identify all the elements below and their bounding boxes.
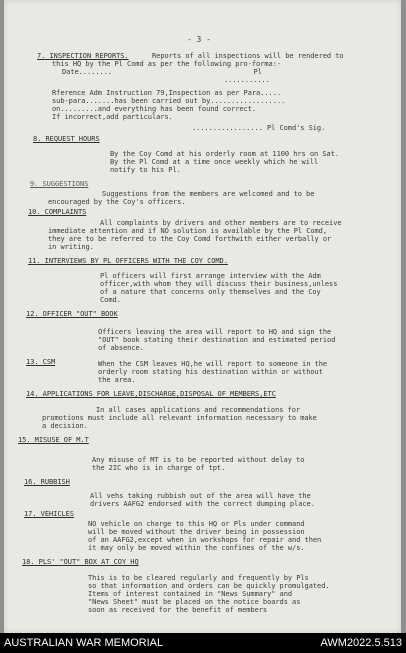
heading-interviews: 11. INTERVIEWS BY PL OFFICERS WITH THE COY COMD.: [28, 257, 228, 265]
reference-label: AWM2022.5.513: [320, 637, 402, 649]
body-line: a decision.: [42, 422, 88, 430]
body-line: drivers AAFG2 endorsed with the correct dumping place.: [90, 500, 315, 508]
body-line: the 2IC who is in charge of tpt.: [92, 464, 226, 472]
body-line: If incorrect,add particulars.: [52, 113, 173, 121]
institution-label: AUSTRALIAN WAR MEMORIAL: [4, 637, 164, 649]
body-line: Any misuse of MT is to be reported without delay to: [92, 456, 305, 464]
body-line: soon as received for the benefit of members: [88, 606, 268, 614]
heading-misuse-mt: 15. MISUSE OF M.T: [18, 436, 89, 444]
body-line: "News Sheet" must be placed on the notice boards as: [88, 598, 301, 606]
body-line: encouraged by the Coy's officers.: [48, 198, 186, 206]
body-line: When the CSM leaves HQ,he will report to someone in the: [98, 360, 328, 368]
body-line: officer,with whom they will discuss their business,unless: [100, 280, 338, 288]
body-line: Items of interest contained in "News Summary" and: [88, 590, 293, 598]
body-line: it may only be moved within the confines of the w/s.: [88, 544, 305, 552]
body-line: This is to be cleared regularly and frequently by Pls: [88, 574, 309, 582]
body-line: will be moved without the driver being in possession: [88, 528, 305, 536]
body-line: this HQ by the Pl Comd as per the following pro-forma:-: [52, 60, 282, 68]
page-number: - 3 -: [187, 35, 211, 44]
heading-pls-out-box: 18. PLS' "OUT" BOX AT COY HQ: [22, 558, 139, 566]
body-line: of absence.: [98, 344, 144, 352]
body-line: Date........ Pl: [62, 68, 262, 76]
document-page: [4, 0, 401, 633]
body-line: promotions must include all relevant information necessary to make: [42, 414, 317, 422]
body-line: Officers leaving the area will report to HQ and sign the: [98, 328, 332, 336]
body-line: sub-para.......has been carried out by..................: [52, 97, 286, 105]
body-line: of an AAFG2,except when in workshops for repair and then: [88, 536, 322, 544]
body-line: All vehs taking rubbish out of the area will have the: [90, 492, 311, 500]
heading-officer-out-book: 12. OFFICER "OUT" BOOK: [26, 310, 118, 318]
body-line: Rference Adm Instruction 79,Inspection as per Para.....: [52, 89, 282, 97]
body-line: In all cases applications and recommendations for: [96, 406, 301, 414]
body-line: By the Coy Comd at his orderly room at 1100 hrs on Sat.: [110, 150, 340, 158]
body-line: All complaints by drivers and other members are to receive: [100, 219, 342, 227]
body-line: on.........and everything has been found correct.: [52, 105, 257, 113]
body-line: they are to be referred to the Coy Comd forthwith either verbally or: [48, 235, 332, 243]
body-line: the area.: [98, 376, 136, 384]
body-line: By the Pl Comd at a time once weekly which he will: [110, 158, 319, 166]
heading-suggestions: 9. SUGGESTIONS: [30, 180, 89, 188]
archive-footer-bar: [0, 633, 406, 653]
body-line: in writing.: [48, 243, 94, 251]
heading-vehicles: 17. VEHICLES: [24, 510, 74, 518]
body-line: "OUT" book stating their destination and estimated period: [98, 336, 336, 344]
body-line: so that information and orders can be quickly promulgated.: [88, 582, 330, 590]
heading-inspection-reports: 7. INSPECTION REPORTS.: [37, 52, 129, 60]
body-line: ...........: [224, 76, 270, 84]
body-line: Suggestions from the members are welcomed and to be: [102, 190, 315, 198]
heading-csm: 13. CSM: [26, 358, 56, 366]
heading-complaints: 10. COMPLAINTS: [28, 208, 87, 216]
body-line: immediate attention and if NO solution is available by the Pl Comd,: [48, 227, 328, 235]
body-line: Reports of all inspections will be rendered to: [152, 52, 344, 60]
body-line: orderly room stating his destination within or without: [98, 368, 323, 376]
body-line: Pl officers will first arrange interview with the Adm: [100, 272, 321, 280]
body-line: notify to his Pl.: [110, 166, 181, 174]
body-line: Comd.: [100, 296, 121, 304]
body-line: of a nature that concerns only themselves and the Coy: [100, 288, 321, 296]
signature-line: ................. Pl Comd's Sig.: [192, 124, 326, 132]
heading-request-hours: 8. REQUEST HOURS: [33, 135, 100, 143]
body-line: NO vehicle on charge to this HQ or Pls under command: [88, 520, 305, 528]
heading-rubbish: 16. RUBBISH: [24, 478, 70, 486]
heading-applications: 14. APPLICATIONS FOR LEAVE,DISCHARGE,DISPOSAL OF MEMBERS,ETC: [26, 390, 276, 398]
